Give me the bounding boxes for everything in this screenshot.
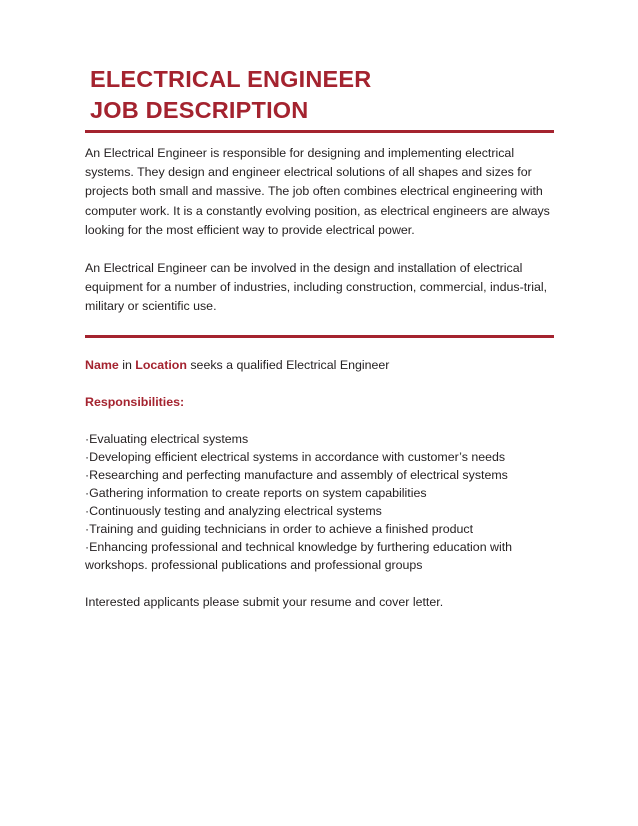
company-name-placeholder: Name [85, 357, 119, 372]
list-item: ·Continuously testing and analyzing electrical systems [85, 503, 382, 518]
list-item: ·Training and guiding technicians in order to achieve a finished product [85, 521, 474, 536]
title-line-1: ELECTRICAL ENGINEER [90, 66, 372, 92]
middle-divider [85, 335, 554, 338]
intro-paragraph: An Electrical Engineer can be involved in the design and installation of electrical equipment for a number of industries, including construction, commercial, indus-trial, military or scientific use. [85, 261, 548, 314]
hiring-statement [85, 356, 555, 374]
top-divider [85, 130, 554, 133]
intro-paragraph: An Electrical Engineer is responsible for designing and implementing electrical systems. They design and engineer electrical solutions of all shapes and sizes for projects both small and massive. The job often combines electrical engineering with computer work. It is a constantly evolving position, as electrical engineers are always looking for the most efficient way to provide electrical power. [85, 146, 550, 237]
list-item: ·Gathering information to create reports on system capabilities [85, 485, 427, 500]
closing-statement: Interested applicants please submit your resume and cover letter. [85, 594, 444, 609]
intro-section [85, 144, 555, 317]
list-item: ·Developing efficient electrical systems in accordance with customer’s needs [85, 449, 506, 464]
job-description-page [85, 64, 555, 611]
responsibilities-heading: Responsibilities: [85, 394, 185, 409]
page-title [85, 64, 555, 126]
posting-section [85, 356, 555, 611]
location-placeholder: Location [135, 357, 187, 372]
title-line-2: JOB DESCRIPTION [90, 97, 309, 123]
responsibilities-list [85, 430, 555, 574]
hiring-rest: seeks a qualified Electrical Engineer [186, 357, 390, 372]
list-item: ·Enhancing professional and technical knowledge by furthering education with workshops. professional publications and professional groups [85, 539, 513, 572]
list-item: ·Evaluating electrical systems [85, 431, 249, 446]
list-item: ·Researching and perfecting manufacture and assembly of electrical systems [85, 467, 508, 482]
hiring-connector: in [118, 357, 136, 372]
